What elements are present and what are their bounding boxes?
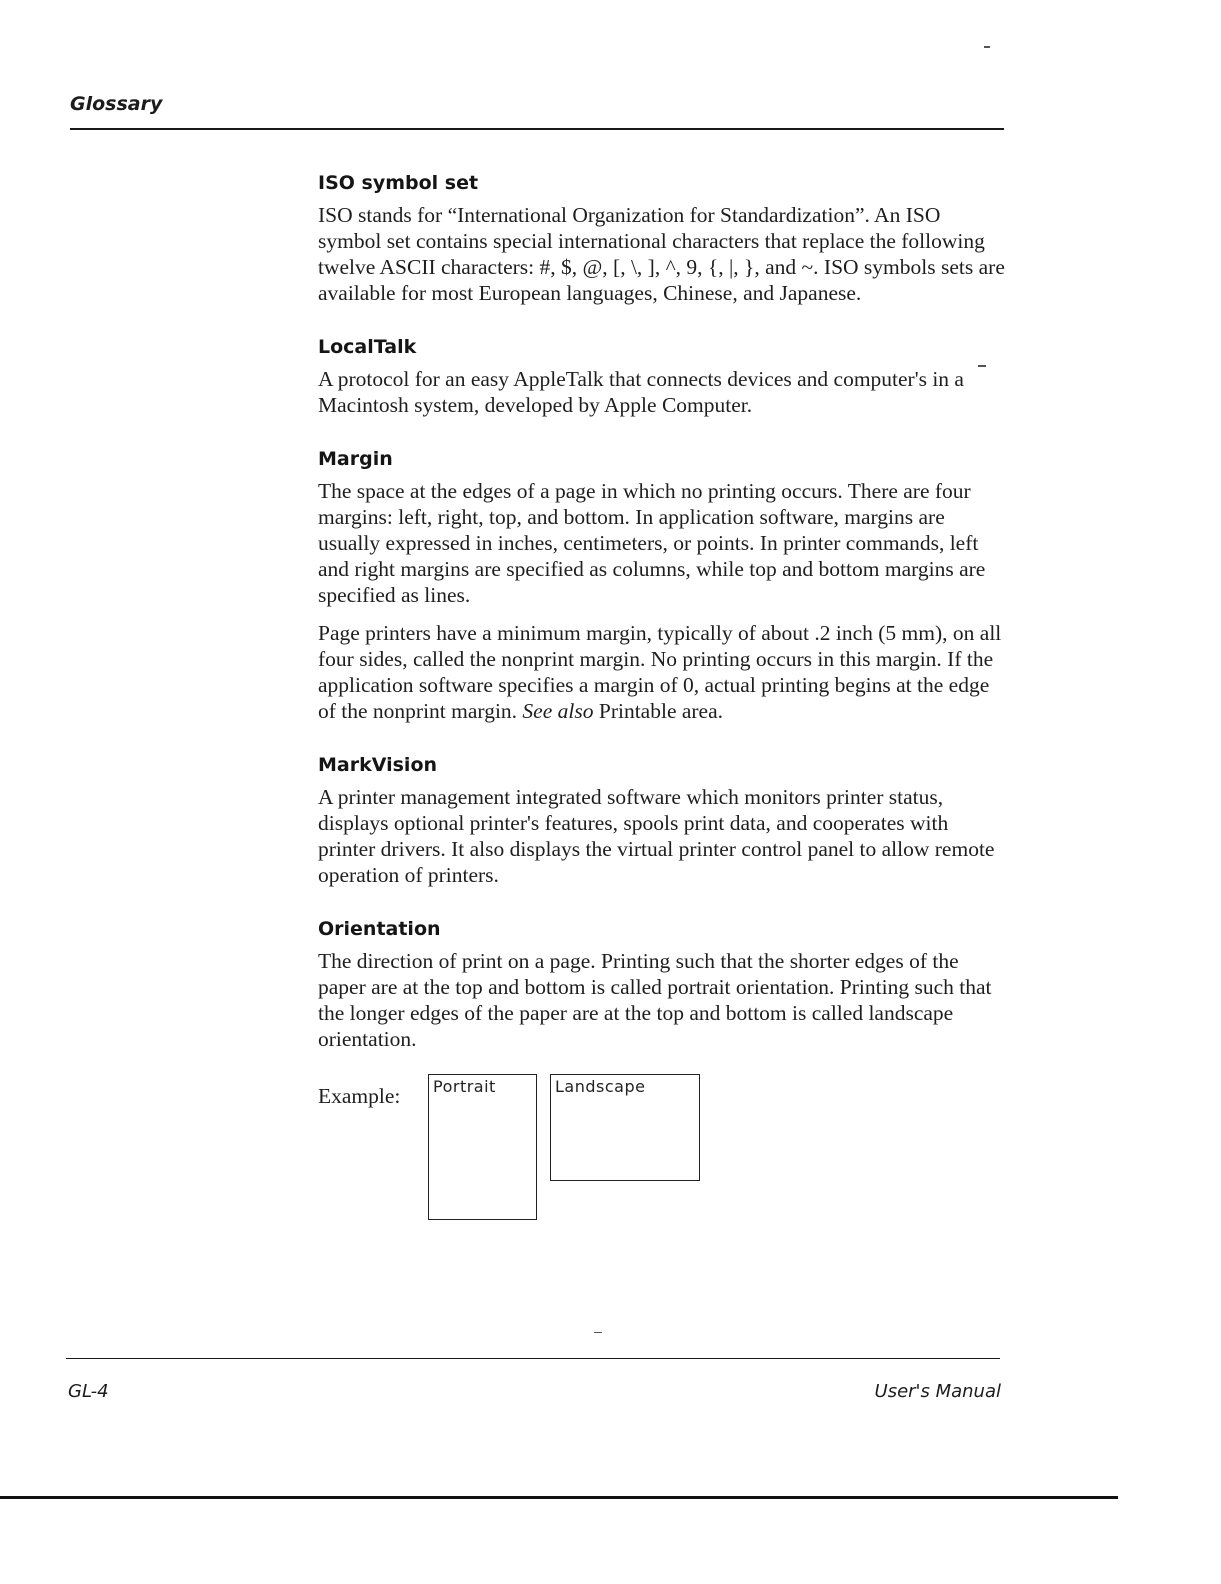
glossary-entry-orientation	[318, 918, 1008, 1052]
orientation-example	[318, 1074, 1008, 1224]
term-heading: LocalTalk	[318, 336, 417, 358]
example-label: Example:	[318, 1084, 401, 1108]
definition-paragraph: A printer management integrated software which monitors printer status, displays optional printer's features, spools print data, and cooperates with printer drivers. It also displays the virtual printer control panel to allow remote operation of printers.	[318, 785, 995, 887]
glossary-entry-margin	[318, 448, 1008, 724]
scan-edge-line	[0, 1496, 1118, 1499]
running-header: Glossary	[70, 93, 163, 115]
header-rule	[70, 128, 1004, 130]
glossary-content	[318, 172, 1008, 1224]
landscape-label: Landscape	[555, 1077, 646, 1096]
definition-paragraph: A protocol for an easy AppleTalk that connects devices and computer's in a Macintosh system, developed by Apple Computer.	[318, 367, 964, 417]
glossary-entry-localtalk	[318, 336, 1008, 418]
portrait-page-box	[428, 1074, 537, 1220]
definition-paragraph-continued	[318, 620, 1008, 724]
definition-paragraph: The direction of print on a page. Printing such that the shorter edges of the paper are at the top and bottom is called portrait orientation. Printing such that the longer edges of the paper are at the top and bottom is called landscape orientation.	[318, 949, 992, 1051]
footer-rule	[66, 1358, 1000, 1359]
term-heading: MarkVision	[318, 754, 438, 776]
term-heading: ISO symbol set	[318, 172, 479, 194]
definition-paragraph: ISO stands for “International Organization for Standardization”. An ISO symbol set contains special international characters that replace the following twelve ASCII characters: #, $, @, [, \, ], ^, 9, {, |, }, and ~. ISO symbols sets are available for most European languages, Chinese, and Japanese.	[318, 203, 1005, 305]
scan-speck	[984, 46, 990, 48]
see-also-label: See also	[522, 699, 594, 723]
scan-speck	[594, 1332, 602, 1333]
definition-paragraph: The space at the edges of a page in which no printing occurs. There are four margins: left, right, top, and bottom. In application software, margins are usually expressed in inches, centimeters, or points. In printer commands, left and right margins are specified as columns, while top and bottom margins are specified as lines.	[318, 479, 986, 607]
portrait-label: Portrait	[433, 1077, 496, 1096]
scan-speck	[978, 365, 986, 367]
glossary-entry-markvision	[318, 754, 1008, 888]
page-number: GL-4	[68, 1381, 109, 1402]
see-also-target: Printable area.	[598, 699, 724, 723]
term-heading: Margin	[318, 448, 393, 470]
term-heading: Orientation	[318, 918, 441, 940]
glossary-entry-iso-symbol-set	[318, 172, 1008, 306]
manual-title: User's Manual	[874, 1381, 1001, 1402]
landscape-page-box	[550, 1074, 700, 1181]
definition-text: Page printers have a minimum margin, typically of about .2 inch (5 mm), on all four sides, called the nonprint margin. No printing occurs in this margin. If the application software specifies a margin of 0, actual printing begins at the edge of the nonprint margin.	[318, 621, 1002, 723]
